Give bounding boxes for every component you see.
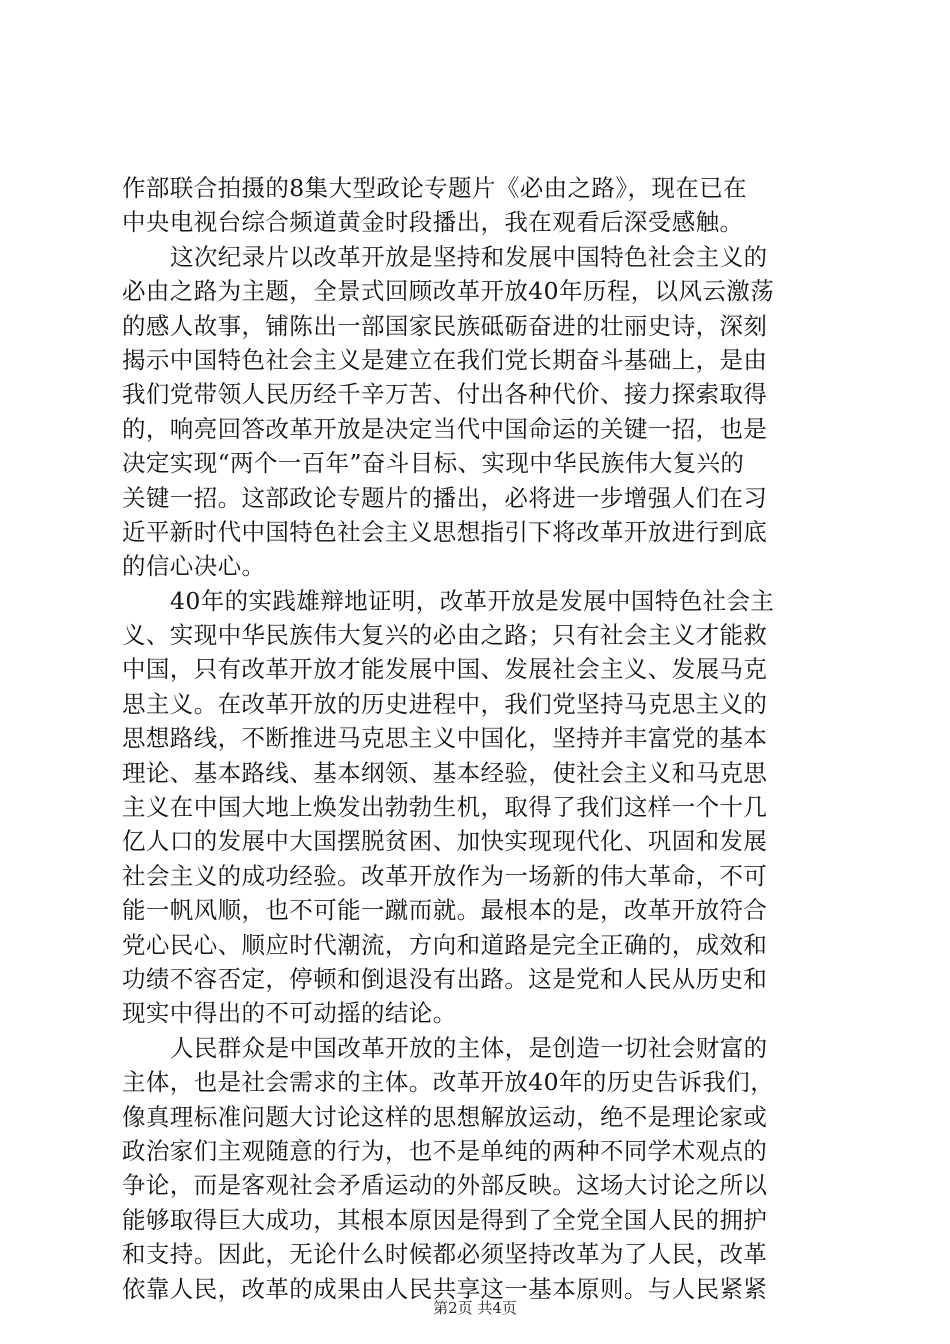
text-line: 的，响亮回答改革开放是决定当代中国命运的关键一招，也是 (122, 414, 768, 443)
text-line: 决定实现“两个一百年”奋斗目标、实现中华民族伟大复兴的 (122, 449, 745, 478)
paragraph-start-line: 这次纪录片以改革开放是坚持和发展中国特色社会主义的 (170, 242, 768, 271)
text-line: 现实中得出的不可动摇的结论。 (122, 999, 457, 1028)
text-line: 的信心决心。 (122, 552, 266, 581)
paragraph-start-line: 人民群众是中国改革开放的主体，是创造一切社会财富的 (170, 1033, 768, 1062)
text-line: 近平新时代中国特色社会主义思想指引下将改革开放进行到底 (122, 517, 768, 546)
text-line: 亿人口的发展中大国摆脱贫困、加快实现现代化、巩固和发展 (122, 827, 768, 856)
text-line: 功绩不容否定，停顿和倒退没有出路。这是党和人民从历史和 (122, 964, 768, 993)
text-line: 关键一招。这部政论专题片的播出，必将进一步增强人们在习 (122, 483, 768, 512)
text-line: 主体，也是社会需求的主体。改革开放40年的历史告诉我们， (122, 1068, 775, 1097)
text-line: 思想路线，不断推进马克思主义中国化，坚持并丰富党的基本 (122, 724, 768, 753)
text-line: 依靠人民，改革的成果由人民共享这一基本原则。与人民紧紧 (122, 1274, 768, 1303)
text-line: 我们党带领人民历经千辛万苦、付出各种代价、接力探索取得 (122, 380, 768, 409)
text-line: 的感人故事，铺陈出一部国家民族砥砺奋进的壮丽史诗，深刻 (122, 311, 768, 340)
document-body (122, 171, 834, 1306)
text-line: 像真理标准问题大讨论这样的思想解放运动，绝不是理论家或 (122, 1102, 768, 1131)
text-line: 思主义。在改革开放的历史进程中，我们党坚持马克思主义的 (122, 689, 768, 718)
text-line: 政治家们主观随意的行为，也不是单纯的两种不同学术观点的 (122, 1136, 768, 1165)
text-line: 社会主义的成功经验。改革开放作为一场新的伟大革命，不可 (122, 861, 768, 890)
text-line: 能够取得巨大成功，其根本原因是得到了全党全国人民的拥护 (122, 1205, 768, 1234)
text-line: 理论、基本路线、基本纲领、基本经验，使社会主义和马克思 (122, 758, 768, 787)
page-number-footer: 第2页 共4页 (433, 1299, 517, 1317)
text-line: 中央电视台综合频道黄金时段播出，我在观看后深受感触。 (122, 208, 744, 237)
text-line: 主义在中国大地上焕发出勃勃生机，取得了我们这样一个十几 (122, 793, 768, 822)
text-line: 党心民心、顺应时代潮流，方向和道路是完全正确的，成效和 (122, 930, 768, 959)
text-line: 作部联合拍摄的8集大型政论专题片《必由之路》，现在已在 (122, 174, 748, 202)
text-line: 揭示中国特色社会主义是建立在我们党长期奋斗基础上，是由 (122, 345, 768, 374)
text-line: 义、实现中华民族伟大复兴的必由之路；只有社会主义才能救 (122, 621, 768, 650)
text-line: 中国，只有改革开放才能发展中国、发展社会主义、发展马克 (122, 655, 768, 684)
text-line: 必由之路为主题，全景式回顾改革开放40年历程，以风云激荡 (122, 277, 775, 306)
text-line: 和支持。因此，无论什么时候都必须坚持改革为了人民，改革 (122, 1240, 768, 1269)
text-line: 能一帆风顺，也不可能一蹴而就。最根本的是，改革开放符合 (122, 896, 768, 925)
paragraph-start-line: 40年的实践雄辩地证明，改革开放是发展中国特色社会主 (170, 586, 775, 615)
text-line: 争论，而是客观社会矛盾运动的外部反映。这场大讨论之所以 (122, 1171, 768, 1200)
